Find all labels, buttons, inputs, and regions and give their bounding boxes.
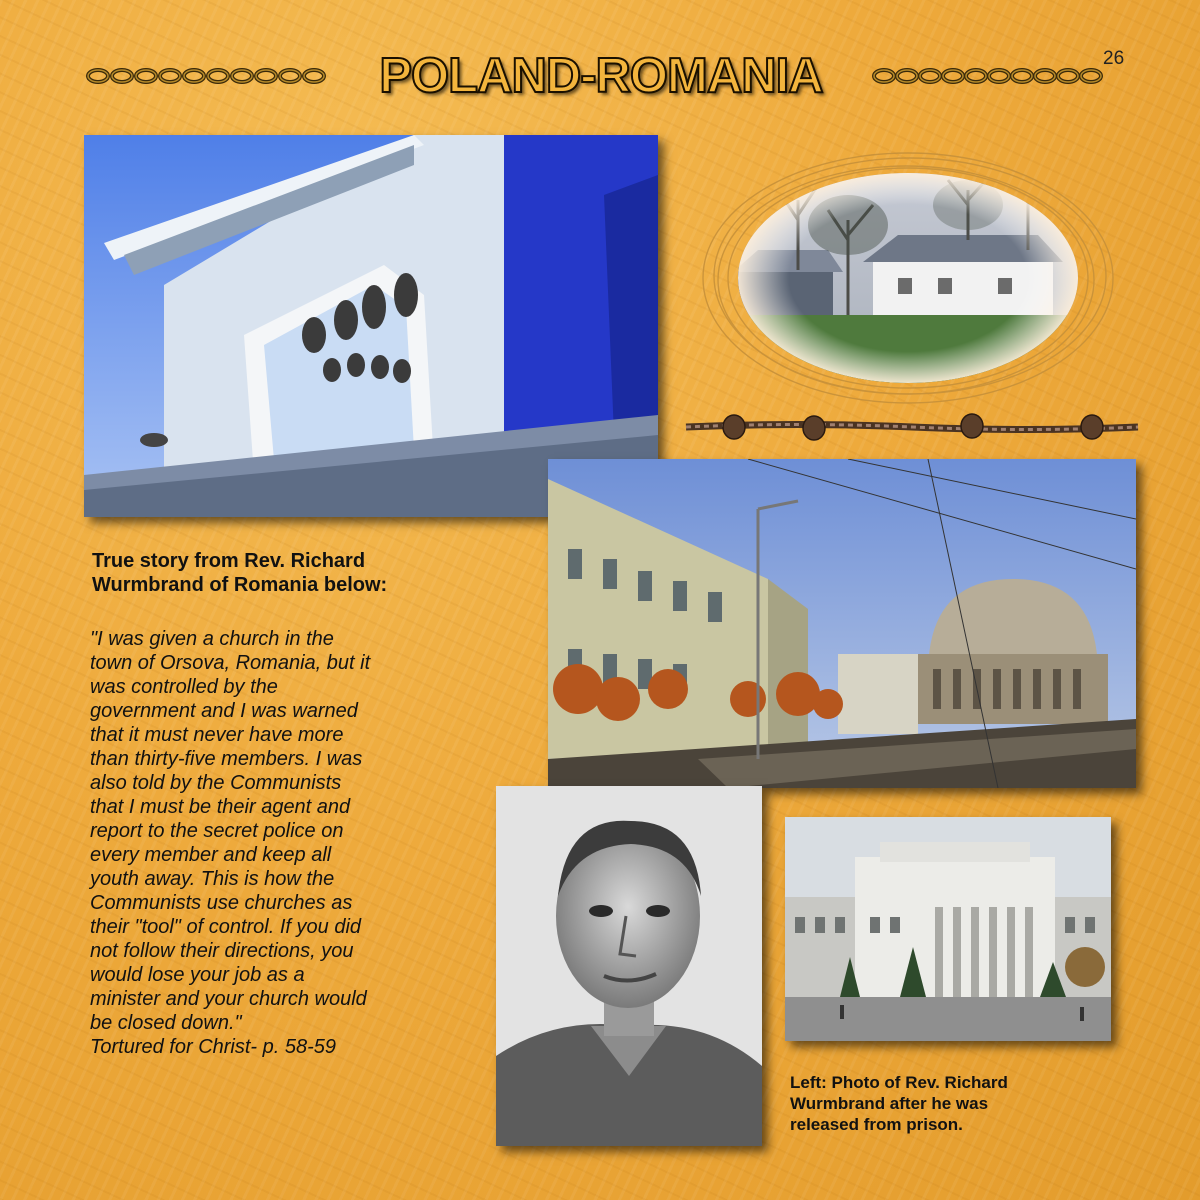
- quote-line: every member and keep all: [90, 844, 332, 866]
- chain-decoration-right: [872, 66, 1104, 86]
- quote-line: also told by the Communists: [90, 772, 342, 794]
- quote-line: than thirty-five members. I was: [90, 748, 363, 770]
- quote-line: Communists use churches as: [90, 892, 353, 914]
- city-street-photo: [548, 459, 1136, 788]
- chain-decoration-left: [86, 66, 326, 86]
- quote-line: minister and your church would: [90, 988, 367, 1010]
- rope-decoration: [684, 410, 1140, 444]
- wurmbrand-portrait-photo: [496, 786, 762, 1146]
- intro-line: Wurmbrand of Romania below:: [92, 574, 388, 596]
- quote-line: that I must be their agent and: [90, 796, 351, 818]
- caption-line: released from prison.: [790, 1115, 963, 1134]
- quote-line: government and I was warned: [90, 700, 358, 722]
- page-title: POLAND-ROMANIA: [379, 49, 823, 103]
- theatre-building-photo: [785, 817, 1111, 1041]
- portrait-caption: [790, 1072, 1110, 1135]
- quote-line: youth away. This is how the: [90, 868, 335, 890]
- caption-line: Wurmbrand after he was: [790, 1094, 989, 1113]
- quote-line: town of Orsova, Romania, but it: [90, 652, 371, 674]
- quote-line: be closed down.": [90, 1012, 242, 1034]
- intro-heading: [92, 549, 492, 597]
- quote-line: their "tool" of control. If you did: [90, 916, 362, 938]
- page-number: 26: [1103, 48, 1125, 69]
- wurmbrand-quote: [90, 627, 480, 1059]
- quote-line: was controlled by the: [90, 676, 278, 698]
- quote-line: not follow their directions, you: [90, 940, 354, 962]
- intro-line: True story from Rev. Richard: [92, 550, 366, 572]
- village-house-photo: [698, 150, 1118, 410]
- quote-line: would lose your job as a: [90, 964, 305, 986]
- quote-line: report to the secret police on: [90, 820, 344, 842]
- quote-line: that it must never have more: [90, 724, 344, 746]
- caption-line: Left: Photo of Rev. Richard: [790, 1073, 1008, 1092]
- quote-line: "I was given a church in the: [90, 628, 334, 650]
- quote-source: Tortured for Christ- p. 58-59: [90, 1036, 337, 1058]
